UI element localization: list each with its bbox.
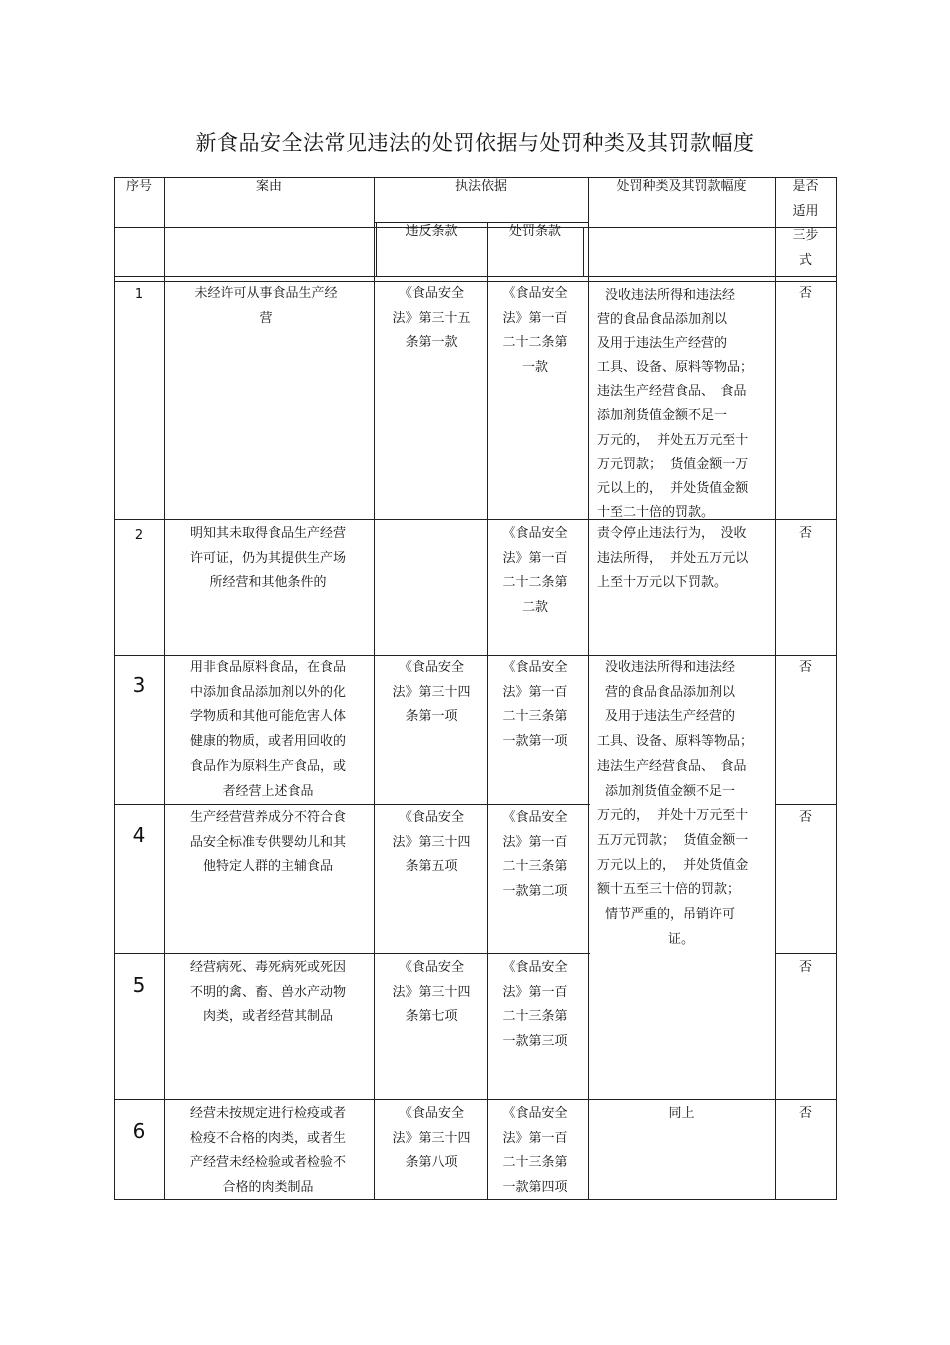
row-penalty-clause: 《食品安全 法》第一百 二十二条第 二款	[502, 526, 568, 616]
row-seq: 3	[132, 673, 146, 697]
table-rule	[374, 177, 375, 1200]
header-applicable: 是否 适用 三步 式	[792, 179, 819, 269]
header-seq: 序号	[125, 179, 152, 194]
row-violation-clause: 《食品安全 法》第三十四 条第一项	[392, 660, 471, 725]
header-basis: 执法依据	[454, 179, 507, 194]
row-case: 经营未按规定进行检疫或者 检疫不合格的肉类，或者生 产经营未经检验或者检验不 合格的肉类制品	[189, 1106, 346, 1196]
header-violation-clause: 违反条款	[405, 224, 458, 239]
row-applicable: 否	[798, 960, 812, 975]
row-seq: 1	[134, 287, 144, 302]
row-violation-clause: 《食品安全 法》第三十四 条第七项	[392, 960, 471, 1025]
row-seq: 2	[134, 528, 144, 543]
row-penalty-clause: 《食品安全 法》第一百 二十三条第 一款第四项	[502, 1106, 568, 1196]
table-rule	[114, 953, 590, 954]
row-violation-clause: 《食品安全 法》第三十四 条第五项	[392, 810, 471, 875]
table-rule	[114, 276, 837, 277]
row-penalty: 同上	[668, 1106, 695, 1121]
table-rule	[164, 177, 165, 1200]
row-applicable: 否	[798, 286, 812, 301]
row-applicable: 否	[798, 1106, 812, 1121]
merged-penalty: 没收违法所得和违法经 营的食品食品添加剂以 及用于违法生产经营的 工具、设备、原料等物品； 违法生产经营食品、 食品 添加剂货值金额不足一 万元的， 并处十万元至十 五万元罚款； 货值金额一 万元以上的， 并处货值金 额十五至三十倍的罚款； 情节严重的，吊销许可 证。	[597, 660, 754, 947]
table-rule	[583, 228, 584, 276]
table-rule	[775, 804, 837, 805]
table-rule	[775, 177, 776, 1200]
row-seq: 4	[132, 823, 146, 847]
row-applicable: 否	[798, 810, 812, 825]
row-penalty-clause: 《食品安全 法》第一百 二十二条第 一款	[502, 286, 568, 376]
row-seq: 5	[132, 973, 146, 997]
table-rule	[114, 1099, 837, 1100]
row-penalty: 责令停止违法行为， 没收 违法所得， 并处五万元以 上至十万元以下罚款。	[597, 526, 749, 591]
row-penalty-clause: 《食品安全 法》第一百 二十三条第 一款第一项	[502, 660, 568, 750]
row-seq: 6	[132, 1119, 146, 1143]
row-case: 明知其未取得食品生产经营 许可证，仍为其提供生产场 所经营和其他条件的	[189, 526, 346, 591]
document-title: 新食品安全法常见违法的处罚依据与处罚种类及其罚款幅度	[195, 131, 755, 155]
row-penalty-clause: 《食品安全 法》第一百 二十三条第 一款第二项	[502, 810, 568, 900]
header-penalty-clause: 处罚条款	[508, 224, 561, 239]
row-violation-clause: 《食品安全 法》第三十四 条第八项	[392, 1106, 471, 1171]
row-applicable: 否	[798, 660, 812, 675]
header-case: 案由	[255, 179, 282, 194]
row-penalty: 没收违法所得和违法经 营的食品食品添加剂以 及用于违法生产经营的 工具、设备、原料等物品； 违法生产经营食品、 食品 添加剂货值金额不足一 万元的， 并处五万元至十 万元罚款； 货值金额一万 元以上的， 并处货值金额 十至二十倍的罚款。	[597, 288, 754, 520]
row-case: 用非食品原料食品，在食品 中添加食品添加剂以外的化 学物质和其他可能危害人体 健康的物质，或者用回收的 食品作为原料生产食品，或 者经营上述食品	[189, 660, 346, 799]
row-case: 生产经营营养成分不符合食 品安全标准专供婴幼儿和其 他特定人群的主辅食品	[189, 810, 346, 875]
table-rule	[775, 953, 837, 954]
row-penalty-clause: 《食品安全 法》第一百 二十三条第 一款第三项	[502, 960, 568, 1050]
row-case: 经营病死、毒死病死或死因 不明的禽、畜、兽水产动物 肉类，或者经营其制品	[189, 960, 346, 1025]
table-rule	[588, 177, 589, 1200]
row-case: 未经许可从事食品生产经 营	[194, 286, 338, 326]
row-applicable: 否	[798, 526, 812, 541]
table-rule	[836, 177, 837, 1200]
row-violation-clause: 《食品安全 法》第三十五 条第一款	[392, 286, 471, 351]
header-penalty-type: 处罚种类及其罚款幅度	[616, 179, 747, 194]
